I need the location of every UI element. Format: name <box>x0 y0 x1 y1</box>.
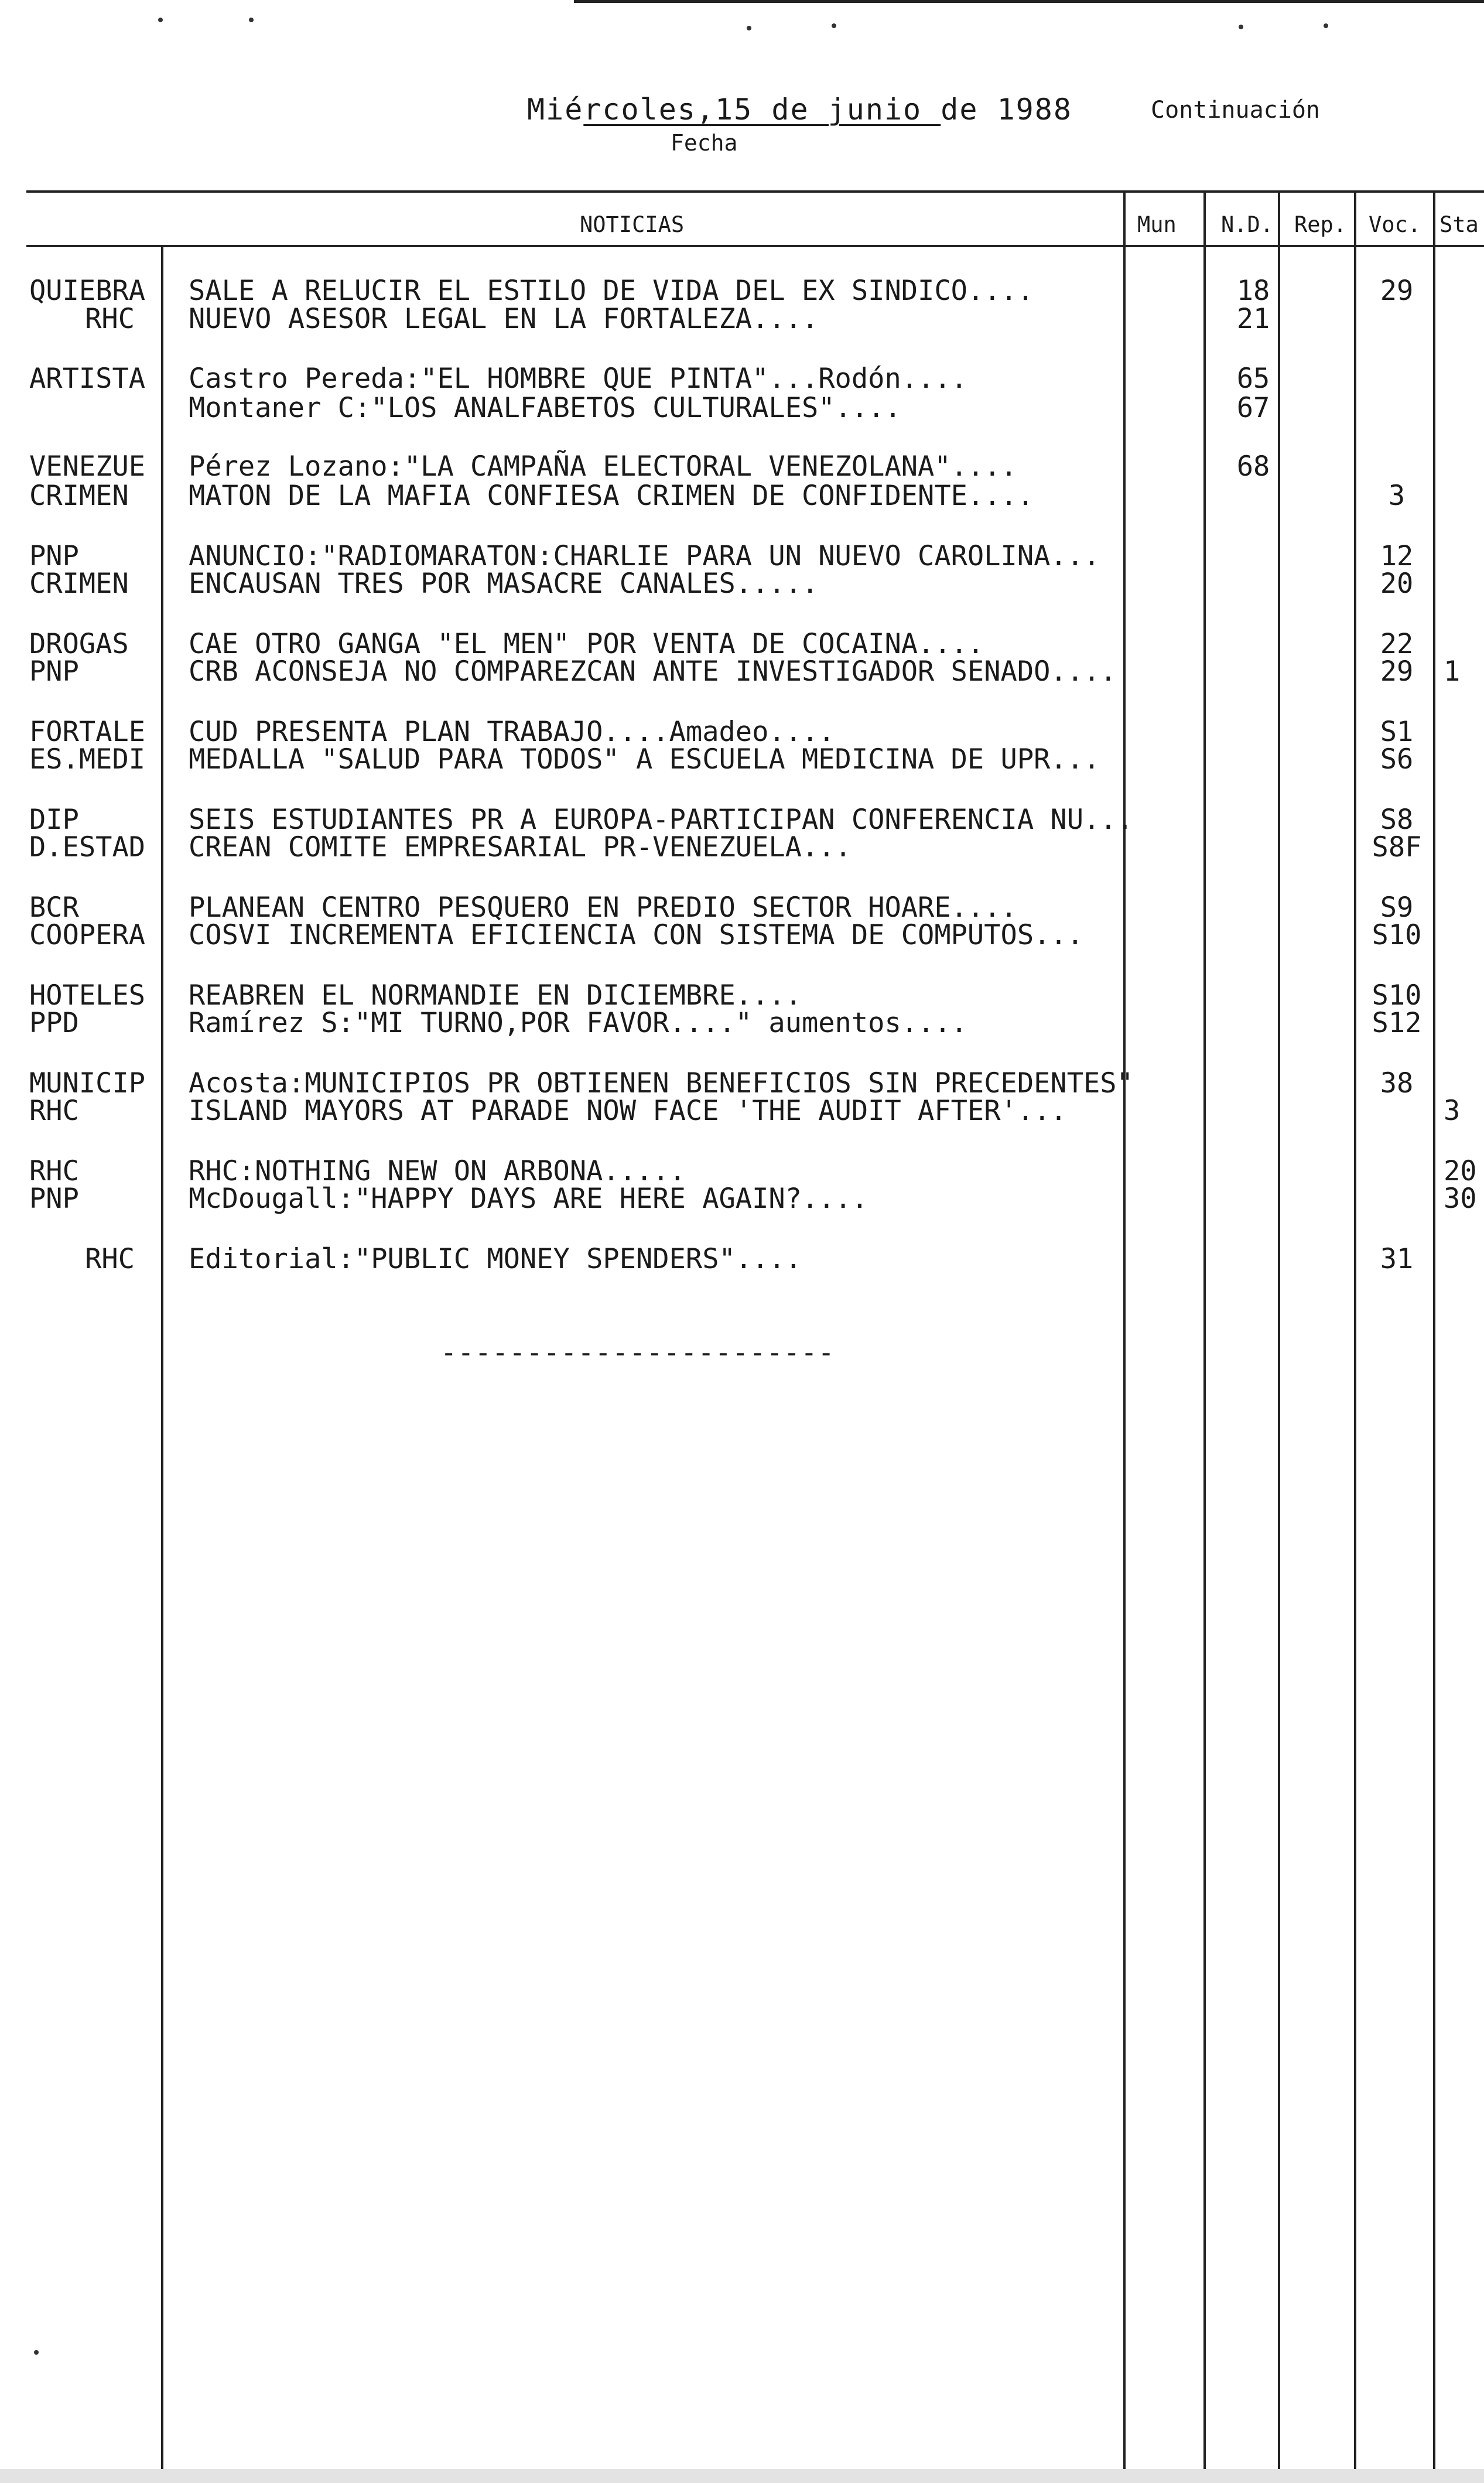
scan-speck <box>747 26 751 30</box>
news-row <box>0 745 1484 774</box>
row-category: PNP <box>29 1183 79 1215</box>
row-title: CUD PRESENTA PLAN TRABAJO....Amadeo.... <box>189 716 835 748</box>
row-title: COSVI INCREMENTA EFICIENCIA CON SISTEMA DE COMPUTOS... <box>189 919 1084 951</box>
row-title: ISLAND MAYORS AT PARADE NOW FACE 'THE AUDIT AFTER'... <box>189 1095 1067 1127</box>
news-row <box>0 1245 1484 1274</box>
scan-speck <box>1324 23 1328 28</box>
row-title: Ramírez S:"MI TURNO,POR FAVOR...." aumentos.... <box>189 1007 967 1039</box>
column-rep: Rep. <box>1294 212 1347 237</box>
nd-divider <box>1203 190 1206 2479</box>
news-row <box>0 833 1484 862</box>
row-title: CRB ACONSEJA NO COMPAREZCAN ANTE INVESTIGADOR SENADO.... <box>189 655 1117 688</box>
row-category: RHC <box>85 1243 135 1275</box>
news-row <box>0 276 1484 306</box>
news-row <box>0 364 1484 394</box>
news-row <box>0 805 1484 835</box>
news-row <box>0 1069 1484 1098</box>
row-voc: S1 <box>1380 716 1414 748</box>
row-voc: 29 <box>1380 275 1414 307</box>
row-voc: 3 <box>1388 480 1406 512</box>
news-row <box>0 1184 1484 1214</box>
row-voc: S9 <box>1380 892 1414 924</box>
row-category: PPD <box>29 1007 79 1039</box>
news-row <box>0 893 1484 923</box>
row-title: ANUNCIO:"RADIOMARATON:CHARLIE PARA UN NUEVO CAROLINA... <box>189 540 1100 572</box>
rep-divider <box>1278 190 1280 2479</box>
table-top-rule <box>26 190 1484 193</box>
row-title: Acosta:MUNICIPIOS PR OBTIENEN BENEFICIOS SIN PRECEDENTES" <box>189 1067 1133 1099</box>
continuation-label: Continuación <box>1151 97 1320 124</box>
news-row <box>0 1009 1484 1038</box>
row-title: Pérez Lozano:"LA CAMPAÑA ELECTORAL VENEZOLANA".... <box>189 450 1017 483</box>
row-title: REABREN EL NORMANDIE EN DICIEMBRE.... <box>189 979 802 1012</box>
row-nd: 21 <box>1236 303 1270 335</box>
end-of-list-marker: ----------------------- <box>440 1337 835 1369</box>
row-voc: S12 <box>1372 1007 1422 1039</box>
sta-divider <box>1433 190 1435 2479</box>
row-category: CRIMEN <box>29 568 129 600</box>
news-row <box>0 305 1484 334</box>
news-row <box>0 452 1484 481</box>
row-category: MUNICIP <box>29 1067 146 1099</box>
row-voc: 38 <box>1380 1067 1414 1099</box>
date-underlined: rcoles,15 de junio <box>583 93 941 127</box>
news-row <box>0 542 1484 571</box>
row-title: RHC:NOTHING NEW ON ARBONA..... <box>189 1155 686 1187</box>
news-row <box>0 657 1484 687</box>
row-voc: 20 <box>1380 568 1414 600</box>
row-category: CRIMEN <box>29 480 129 512</box>
column-mun: Mun <box>1137 212 1177 237</box>
row-category: HOTELES <box>29 979 146 1012</box>
row-category: FORTALE <box>29 716 146 748</box>
scan-speck <box>249 18 254 22</box>
news-row <box>0 569 1484 599</box>
date-prefix: Mié <box>527 93 584 127</box>
news-row <box>0 921 1484 950</box>
row-sta: 30 <box>1444 1183 1477 1215</box>
scan-bottom-edge <box>0 2469 1484 2483</box>
row-category: COOPERA <box>29 919 146 951</box>
row-title: SEIS ESTUDIANTES PR A EUROPA-PARTICIPAN CONFERENCIA NU... <box>189 804 1133 836</box>
news-row <box>0 394 1484 423</box>
row-title: CAE OTRO GANGA "EL MEN" POR VENTA DE COCAINA.... <box>189 628 984 660</box>
row-nd: 68 <box>1236 450 1270 483</box>
row-category: PNP <box>29 540 79 572</box>
row-category: BCR <box>29 892 79 924</box>
row-title: ENCAUSAN TRES POR MASACRE CANALES..... <box>189 568 819 600</box>
row-title: NUEVO ASESOR LEGAL EN LA FORTALEZA.... <box>189 303 819 335</box>
row-category: DIP <box>29 804 79 836</box>
row-category: PNP <box>29 655 79 688</box>
row-voc: S8F <box>1372 831 1422 863</box>
row-title: Castro Pereda:"EL HOMBRE QUE PINTA"...Rodón.... <box>189 363 967 395</box>
row-title: Montaner C:"LOS ANALFABETOS CULTURALES".... <box>189 392 901 424</box>
top-edge-rule <box>574 0 1484 3</box>
news-row <box>0 718 1484 747</box>
column-nd: N.D. <box>1221 212 1274 237</box>
row-category: RHC <box>85 303 135 335</box>
row-voc: S10 <box>1372 919 1422 951</box>
row-nd: 18 <box>1236 275 1270 307</box>
row-sta: 3 <box>1444 1095 1461 1127</box>
row-voc: 12 <box>1380 540 1414 572</box>
row-title: CREAN COMITE EMPRESARIAL PR-VENEZUELA... <box>189 831 852 863</box>
mun-divider <box>1123 190 1126 2479</box>
row-category: D.ESTAD <box>29 831 146 863</box>
row-category: RHC <box>29 1095 79 1127</box>
row-sta: 1 <box>1444 655 1461 688</box>
row-voc: S6 <box>1380 743 1414 776</box>
news-row <box>0 1157 1484 1186</box>
document-date <box>527 93 1072 127</box>
news-row <box>0 481 1484 511</box>
row-title: MEDALLA "SALUD PARA TODOS" A ESCUELA MEDICINA DE UPR... <box>189 743 1100 776</box>
row-category: VENEZUE <box>29 450 146 483</box>
news-row <box>0 630 1484 659</box>
row-nd: 67 <box>1236 392 1270 424</box>
row-voc: S8 <box>1380 804 1414 836</box>
row-category: ARTISTA <box>29 363 146 395</box>
row-voc: 22 <box>1380 628 1414 660</box>
column-noticias: NOTICIAS <box>580 212 685 237</box>
row-category: ES.MEDI <box>29 743 146 776</box>
row-sta: 20 <box>1444 1155 1477 1187</box>
row-nd: 65 <box>1236 363 1270 395</box>
voc-divider <box>1354 190 1356 2479</box>
date-suffix: de 1988 <box>941 93 1072 127</box>
row-title: SALE A RELUCIR EL ESTILO DE VIDA DEL EX SINDICO.... <box>189 275 1034 307</box>
row-voc: 31 <box>1380 1243 1414 1275</box>
row-title: McDougall:"HAPPY DAYS ARE HERE AGAIN?.... <box>189 1183 868 1215</box>
row-title: MATON DE LA MAFIA CONFIESA CRIMEN DE CONFIDENTE.... <box>189 480 1034 512</box>
row-title: PLANEAN CENTRO PESQUERO EN PREDIO SECTOR HOARE.... <box>189 892 1017 924</box>
row-title: Editorial:"PUBLIC MONEY SPENDERS".... <box>189 1243 802 1275</box>
fecha-label: Fecha <box>671 130 738 156</box>
row-voc: S10 <box>1372 979 1422 1012</box>
scan-speck <box>34 2350 39 2355</box>
news-row <box>0 981 1484 1010</box>
scan-speck <box>832 23 836 28</box>
scan-speck <box>158 18 163 22</box>
row-voc: 29 <box>1380 655 1414 688</box>
column-sta: Sta <box>1439 212 1479 237</box>
row-category: DROGAS <box>29 628 129 660</box>
news-row <box>0 1097 1484 1126</box>
scan-speck <box>1239 25 1243 29</box>
column-voc: Voc. <box>1369 212 1421 237</box>
row-category: QUIEBRA <box>29 275 146 307</box>
table-header-rule <box>26 245 1484 247</box>
row-category: RHC <box>29 1155 79 1187</box>
